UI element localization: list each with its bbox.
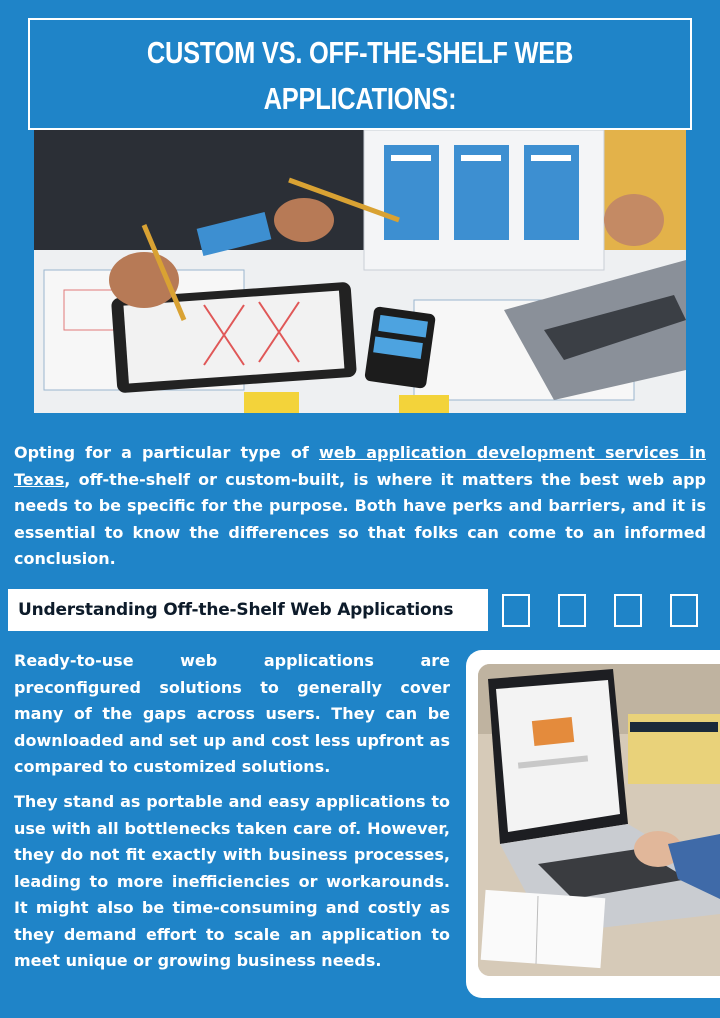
hero-image-wireframe-planning [34,130,686,413]
title-line-1: CUSTOM VS. OFF-THE-SHELF WEB APPLICATIONS: [146,35,574,116]
intro-paragraph [14,440,706,573]
intro-text-start: Opting for a particular type of [14,443,320,462]
decorative-square [502,594,530,627]
decorative-square [614,594,642,627]
section-paragraph-2: They stand as portable and easy applications to use with all bottlenecks taken care of. However, they do not fit exactly with business processes, leading to more inefficiencies or workarounds. It might also be time-consuming and costly as they demand effort to scale an application to meet unique or growing business needs. [14,792,450,970]
section-paragraph-1: Ready-to-use web applications are preconfigured solutions to generally cover many of the gaps across users. They can be downloaded and set up and cost less upfront as compared to customized solutions. [14,651,450,776]
decorative-square [670,594,698,627]
decorative-square [558,594,586,627]
section-heading-bar [8,589,488,631]
laptop-photo [478,664,720,976]
section-title: Understanding Off-the-Shelf Web Applications [18,600,454,620]
web-app-development-link[interactable]: web application development services in Texas [14,443,707,489]
intro-text-end: , off-the-shelf or custom-built, is where it matters the best web app needs to be specific for the purpose. Both have perks and barriers, and it is essential to know the differences so that folks can come to an informed conclusion. [14,469,706,568]
